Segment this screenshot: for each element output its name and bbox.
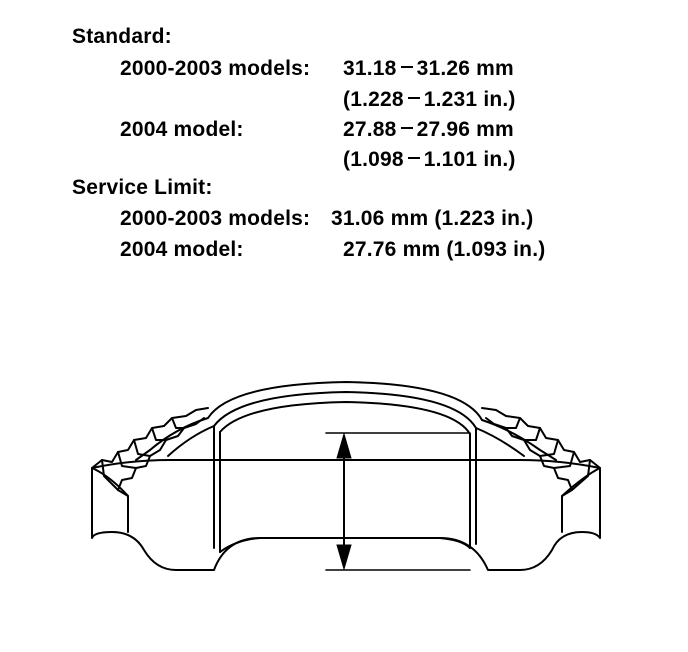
right-gear-teeth <box>486 418 572 496</box>
range-dash <box>401 66 413 68</box>
range-dash <box>401 127 413 129</box>
standard-2000-2003-mm-high: 31.26 mm <box>416 57 514 80</box>
standard-2000-2003-mm <box>343 56 514 82</box>
service-limit-heading: Service Limit: <box>72 176 213 199</box>
right-tooth-3 <box>540 440 558 456</box>
left-shoulder-2 <box>168 426 214 456</box>
left-tooth-2 <box>118 452 136 468</box>
service-limit-2000-2003-value: 31.06 mm (1.223 in.) <box>331 207 534 230</box>
standard-2004-in-high: 1.101 in.) <box>423 148 516 171</box>
standard-2004-in-low: (1.098 <box>343 148 404 171</box>
right-tooth-5 <box>506 418 520 428</box>
standard-2004-mm-low: 27.88 <box>343 118 397 141</box>
left-tooth-3 <box>134 440 150 456</box>
standard-2000-2003-mm-low: 31.18 <box>343 57 397 80</box>
gear-drawing <box>0 300 688 652</box>
service-limit-2004-label: 2004 model: <box>120 238 244 261</box>
service-limit-2000-2003-label: 2000-2003 models: <box>120 207 311 230</box>
dimension-arrow <box>337 434 351 569</box>
standard-2004-mm <box>343 117 514 143</box>
standard-2004-in <box>343 147 516 173</box>
left-tooth-5 <box>172 418 184 428</box>
arrow-head-up <box>337 434 351 458</box>
gear-width-measurement-illustration <box>0 300 688 652</box>
standard-2000-2003-label: 2000-2003 models: <box>120 57 311 80</box>
standard-2004-mm-high: 27.96 mm <box>416 118 514 141</box>
gear-front-top-edge <box>92 468 128 532</box>
left-gear-teeth <box>118 418 204 496</box>
standard-2000-2003-in-low: (1.228 <box>343 88 404 111</box>
standard-2004-label: 2004 model: <box>120 118 244 141</box>
standard-2000-2003-in-high: 1.231 in.) <box>423 88 516 111</box>
right-shoulder <box>482 420 556 460</box>
range-dash <box>408 97 420 99</box>
standard-heading: Standard: <box>72 25 172 48</box>
right-tooth-4 <box>524 428 540 440</box>
standard-2000-2003-in <box>343 87 516 113</box>
right-shoulder-2 <box>476 428 524 456</box>
service-limit-2004-value: 27.76 mm (1.093 in.) <box>343 238 546 261</box>
arrow-head-down <box>337 545 351 569</box>
hub-inner-ellipse <box>214 392 476 428</box>
range-dash <box>408 157 420 159</box>
gear-front-top-edge-right <box>562 468 600 532</box>
hub-inner-ellipse-2 <box>220 402 470 434</box>
specification-block <box>0 0 688 270</box>
